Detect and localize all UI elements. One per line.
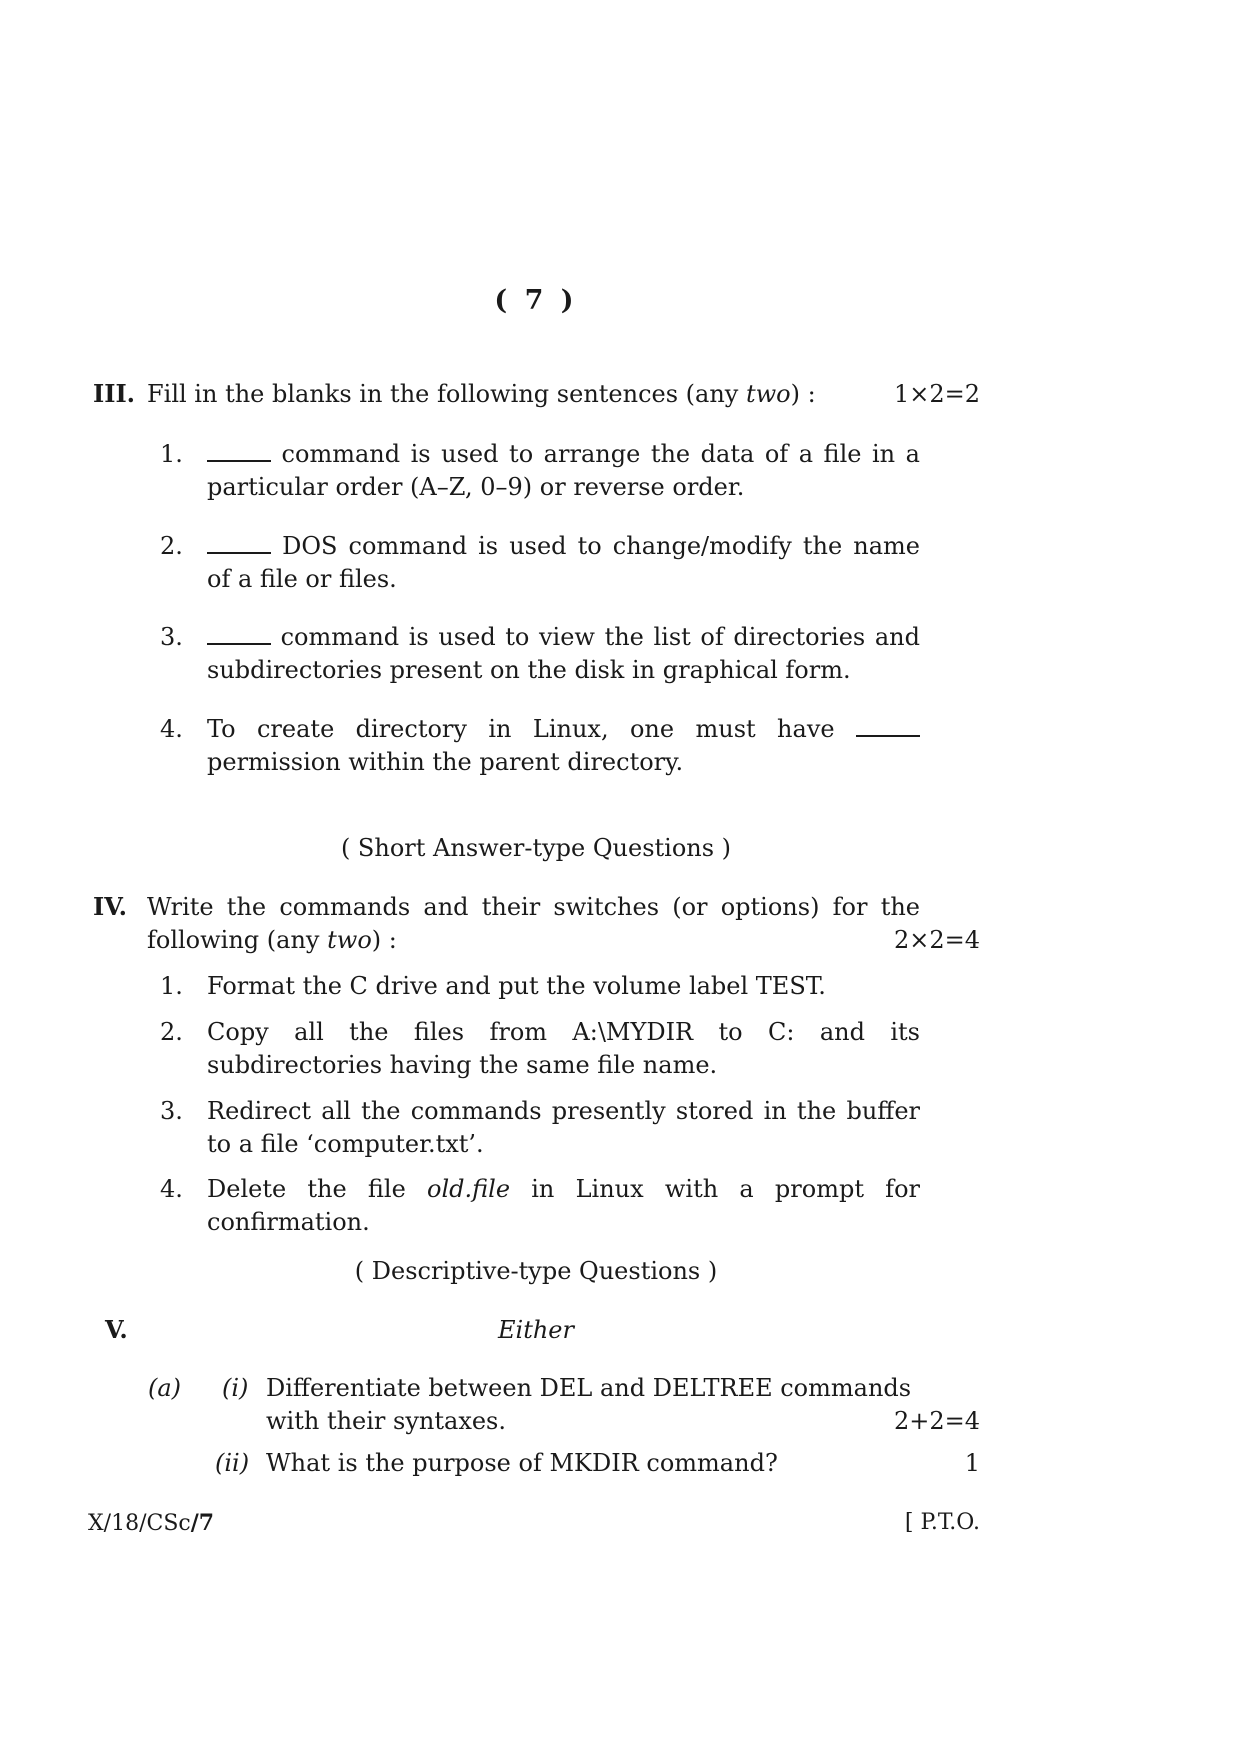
item-line: Delete the file old.file in Linux with a prompt for [207,1175,920,1203]
paper-code: X/18/CSc/7 [88,1510,215,1536]
question-line: Differentiate between DEL and DELTREE commands [266,1374,912,1402]
section-3-instruction: Fill in the blanks in the following sentences (any two) : [147,380,816,408]
descriptive-heading: ( Descriptive-type Questions ) [354,1257,718,1285]
answer-blank [207,440,271,462]
item-number: 3. [160,1097,183,1125]
item-number: 1. [160,972,183,1000]
answer-blank [207,623,271,645]
answer-blank [207,532,271,554]
item-line: to a file ‘computer.txt’. [207,1130,484,1158]
item-line: subdirectories having the same file name. [207,1051,718,1079]
item-number: 4. [160,715,183,743]
item-line: permission within the parent directory. [207,748,684,776]
item-line: command is used to view the list of directories and [207,621,920,653]
item-number: 1. [160,440,183,468]
section-5-number: V. [105,1315,128,1344]
item-line: DOS command is used to change/modify the name [207,530,920,562]
page-number: ( 7 ) [494,285,578,316]
section-4-marks: 2×2=4 [893,926,980,954]
section-3-number: III. [93,379,136,408]
question-line: with their syntaxes. [266,1407,506,1435]
either-label: Either [498,1316,574,1344]
section-4-instruction: following (any two) : [147,926,397,954]
pto-label: [ P.T.O. [904,1510,980,1535]
section-4-instruction: Write the commands and their switches (or options) for the [147,893,920,921]
question-marks: 1 [964,1449,980,1477]
question-marks: 2+2=4 [893,1407,980,1435]
item-line: command is used to arrange the data of a file in a [207,438,920,470]
item-number: 3. [160,623,183,651]
short-answer-heading: ( Short Answer-type Questions ) [340,834,732,862]
item-line: subdirectories present on the disk in graphical form. [207,656,851,684]
item-number: 2. [160,1018,183,1046]
part-label: (a) [148,1374,182,1402]
item-number: 4. [160,1175,183,1203]
sub-question-label: (ii) [215,1449,250,1477]
answer-blank [856,715,920,737]
item-line: particular order (A–Z, 0–9) or reverse order. [207,473,745,501]
section-3-marks: 1×2=2 [893,380,980,408]
item-line: Redirect all the commands presently stored in the buffer [207,1097,920,1125]
item-line: Copy all the files from A:\MYDIR to C: and its [207,1018,920,1046]
item-line: confirmation. [207,1208,370,1236]
item-line: Format the C drive and put the volume label TEST. [207,972,826,1000]
item-line: To create directory in Linux, one must have [207,713,920,745]
item-number: 2. [160,532,183,560]
item-line: of a file or files. [207,565,397,593]
sub-question-label: (i) [222,1374,249,1402]
section-4-number: IV. [93,892,128,921]
question-line: What is the purpose of MKDIR command? [266,1449,778,1477]
